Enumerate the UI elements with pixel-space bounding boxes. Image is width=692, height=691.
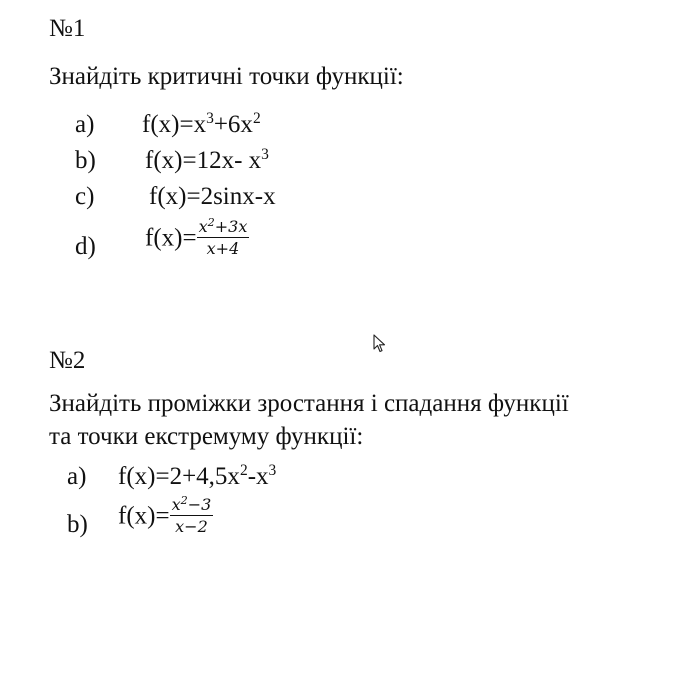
task2-number: №2: [49, 347, 86, 374]
fraction: $\frac{x^2-3}{x-2}$: [171, 494, 212, 536]
task1-item-d-formula: f(x)= $\frac{x^2+3x}{x+4}$: [145, 216, 248, 258]
task1-instruction: Знайдіть критичні точки функції:: [49, 63, 404, 90]
task1-item-b-label: b): [75, 147, 96, 174]
task1-item-c-label: c): [75, 183, 95, 210]
task2-item-b-label: b): [67, 511, 88, 538]
task1-item-b-formula: f(x)=12x- $x^3$: [145, 146, 269, 174]
task1-number: №1: [49, 15, 86, 42]
task1-item-a-formula: $f(x)=x^3+6x^2$: [142, 110, 261, 138]
task2-item-a-label: a): [67, 463, 87, 490]
task1-item-c-formula: f(x)=2sinx-x: [149, 183, 276, 210]
task1-item-a-label: a): [75, 111, 95, 138]
mouse-pointer-icon: [373, 334, 387, 354]
task1-item-d-label: d): [75, 233, 96, 260]
task2-item-a-formula: $f(x)=2+4,5x^2-x^3$: [118, 462, 277, 490]
fraction: $\frac{x^2+3x}{x+4}$: [198, 216, 248, 258]
task2-item-b-formula: f(x)= $\frac{x^2-3}{x-2}$: [118, 494, 212, 536]
task2-instruction-line1: Знайдіть проміжки зростання і спадання функції: [49, 390, 569, 417]
task2-instruction-line2: та точки екстремуму функції:: [49, 423, 364, 450]
